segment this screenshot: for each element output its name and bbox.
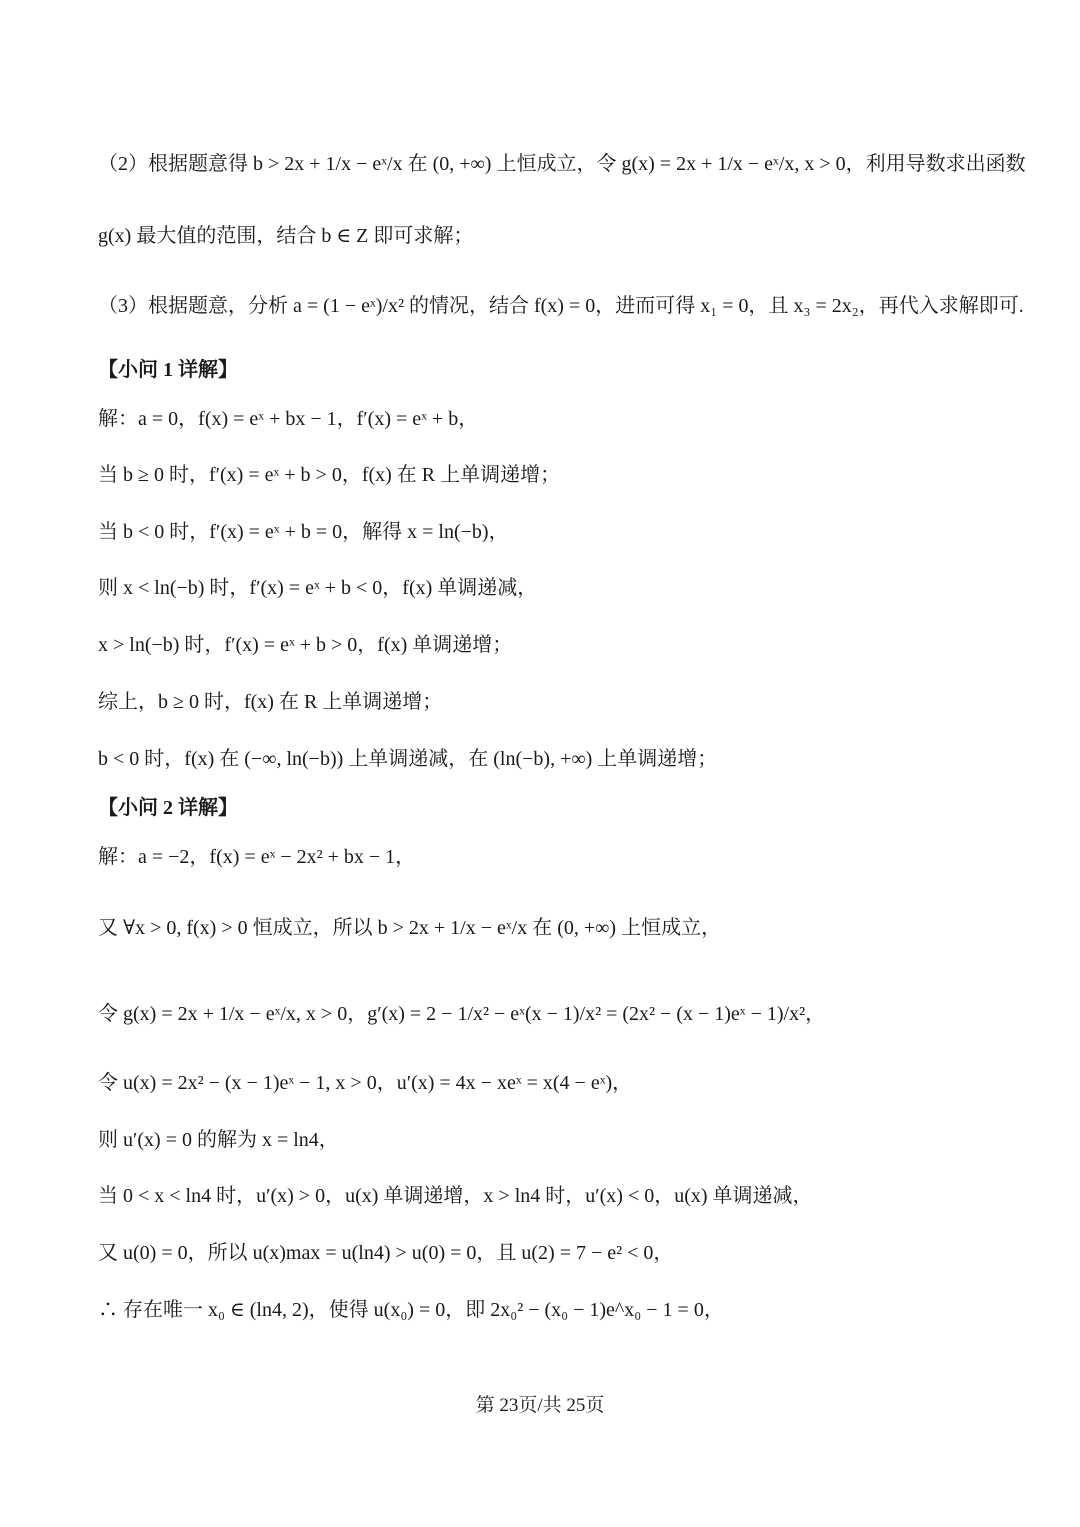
text-line-18: 当 0 < x < ln4 时，u′(x) > 0，u(x) 单调递增，x > ln4 时，u′(x) < 0，u(x) 单调递减， xyxy=(98,1185,813,1207)
text-line-17: 则 u′(x) = 0 的解为 x = ln4， xyxy=(98,1129,339,1151)
text-line-3: （3）根据题意，分析 a = (1 − eˣ)/x² 的情况，结合 f(x) = 0，进而可得 x₁ = 0，且 x₃ = 2x₂，再代入求解即可. xyxy=(98,295,1024,317)
text-line-16: 令 u(x) = 2x² − (x − 1)eˣ − 1, x > 0，u′(x) = 4x − xeˣ = x(4 − eˣ)， xyxy=(98,1072,633,1094)
text-line-6: 当 b ≥ 0 时，f′(x) = eˣ + b > 0，f(x) 在 R 上单调递增； xyxy=(98,464,561,486)
text-line-1: （2）根据题意得 b > 2x + 1/x − eˣ/x 在 (0, +∞) 上恒成立，令 g(x) = 2x + 1/x − eˣ/x, x > 0，利用导数求出函数 xyxy=(98,153,1026,175)
text-line-19: 又 u(0) = 0，所以 u(x)max = u(ln4) > u(0) = 0，且 u(2) = 7 − e² < 0， xyxy=(98,1242,674,1264)
text-line-20: ∴ 存在唯一 x₀ ∈ (ln4, 2)，使得 u(x₀) = 0，即 2x₀² − (x₀ − 1)e^x₀ − 1 = 0， xyxy=(98,1299,724,1321)
text-line-7: 当 b < 0 时，f′(x) = eˣ + b = 0，解得 x = ln(−b)， xyxy=(98,521,509,543)
text-line-8: 则 x < ln(−b) 时，f′(x) = eˣ + b < 0，f(x) 单调递减， xyxy=(98,577,538,599)
text-line-14: 又 ∀x > 0, f(x) > 0 恒成立，所以 b > 2x + 1/x − eˣ/x 在 (0, +∞) 上恒成立， xyxy=(98,917,722,939)
section-heading-2: 【小问 2 详解】 xyxy=(98,797,238,819)
text-line-2: g(x) 最大值的范围，结合 b ∈ Z 即可求解； xyxy=(98,225,474,247)
page-number-footer: 第 23页/共 25页 xyxy=(475,1395,605,1416)
text-line-5: 解：a = 0，f(x) = eˣ + bx − 1，f′(x) = eˣ + b， xyxy=(98,408,479,430)
text-line-9: x > ln(−b) 时，f′(x) = eˣ + b > 0，f(x) 单调递增； xyxy=(98,634,513,656)
text-line-13: 解：a = −2，f(x) = eˣ − 2x² + bx − 1， xyxy=(98,846,416,868)
text-line-10: 综上，b ≥ 0 时，f(x) 在 R 上单调递增； xyxy=(98,691,443,713)
section-heading-1: 【小问 1 详解】 xyxy=(98,359,238,381)
text-line-15: 令 g(x) = 2x + 1/x − eˣ/x, x > 0，g′(x) = 2 − 1/x² − eˣ(x − 1)/x² = (2x² − (x − 1)eˣ − 1)/x²， xyxy=(98,1003,826,1025)
text-line-11: b < 0 时，f(x) 在 (−∞, ln(−b)) 上单调递减，在 (ln(−b), +∞) 上单调递增； xyxy=(98,748,718,770)
